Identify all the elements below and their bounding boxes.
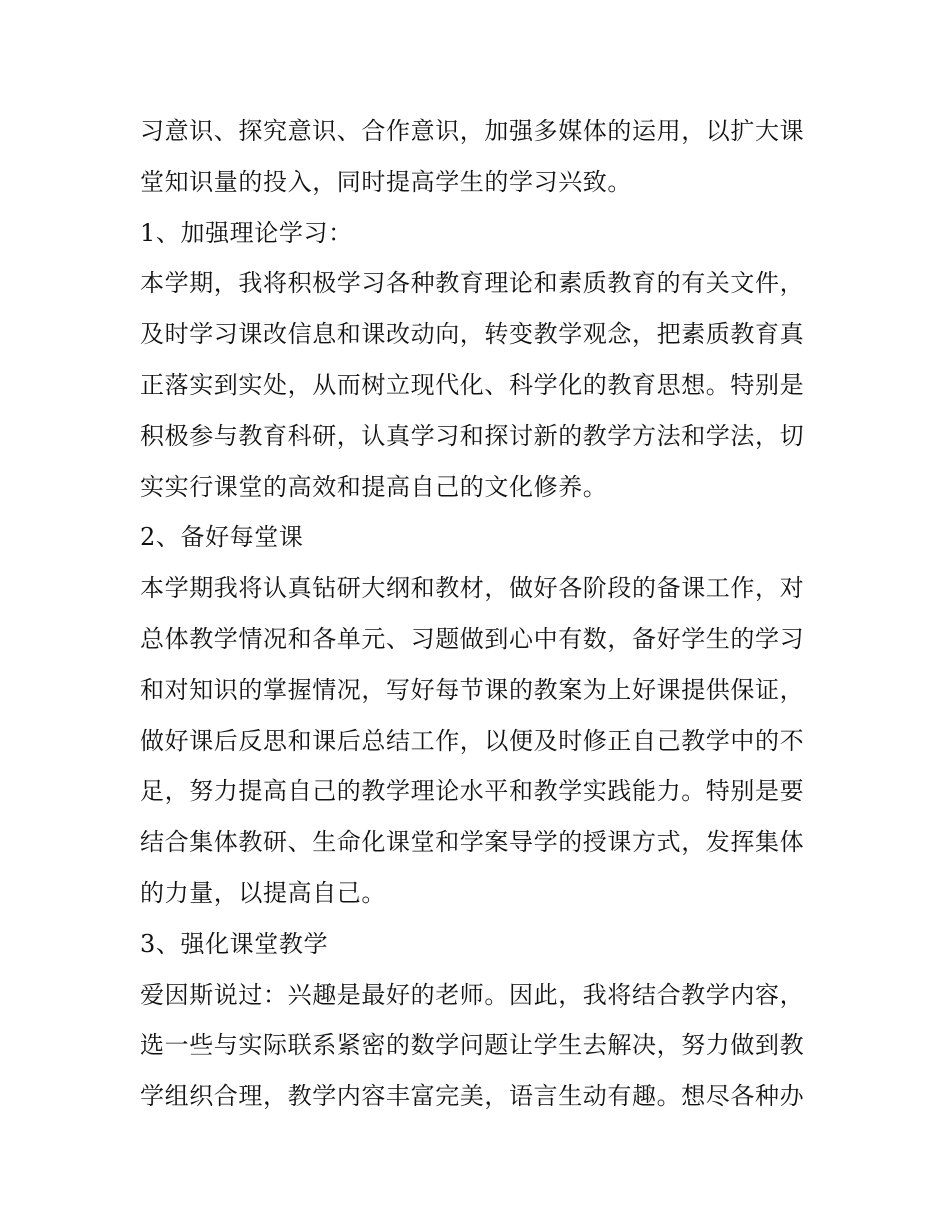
- text-line: 正落实到实处，从而树立现代化、科学化的教育思想。特别是: [140, 370, 805, 399]
- text-line: 本学期，我将积极学习各种教育理论和素质教育的有关文件，: [140, 269, 805, 298]
- text-line: 本学期我将认真钻研大纲和教材，做好各阶段的备课工作，对: [140, 574, 805, 603]
- section-heading: 3、强化课堂教学: [140, 929, 329, 958]
- text-line: 学组织合理，教学内容丰富完美，语言生动有趣。想尽各种办: [140, 1082, 805, 1111]
- text-line: 堂知识量的投入，同时提高学生的学习兴致。: [140, 167, 632, 196]
- text-line: 爱因斯说过：兴趣是最好的老师。因此，我将结合教学内容，: [140, 980, 805, 1009]
- section-heading: 1、加强理论学习：: [140, 218, 353, 247]
- section-heading: 2、备好每堂课: [140, 523, 304, 552]
- text-line: 足，努力提高自己的教学理论水平和教学实践能力。特别是要: [140, 777, 805, 806]
- document-body: [140, 106, 820, 1122]
- text-line: 积极参与教育科研，认真学习和探讨新的教学方法和学法，切: [140, 421, 805, 450]
- text-line: 习意识、探究意识、合作意识，加强多媒体的运用，以扩大课: [140, 117, 805, 145]
- text-line: 和对知识的掌握情况，写好每节课的教案为上好课提供保证，: [140, 675, 805, 704]
- text-line: 及时学习课改信息和课改动向，转变教学观念，把素质教育真: [140, 320, 805, 349]
- text-line: 实实行课堂的高效和提高自己的文化修养。: [140, 472, 608, 501]
- text-line: 结合集体教研、生命化课堂和学案导学的授课方式，发挥集体: [140, 828, 805, 857]
- text-line: 总体教学情况和各单元、习题做到心中有数，备好学生的学习: [140, 624, 805, 653]
- text-line: 做好课后反思和课后总结工作，以便及时修正自己教学中的不: [140, 726, 805, 755]
- text-line: 选一些与实际联系紧密的数学问题让学生去解决，努力做到教: [140, 1031, 805, 1060]
- text-line: 的力量，以提高自己。: [140, 878, 386, 907]
